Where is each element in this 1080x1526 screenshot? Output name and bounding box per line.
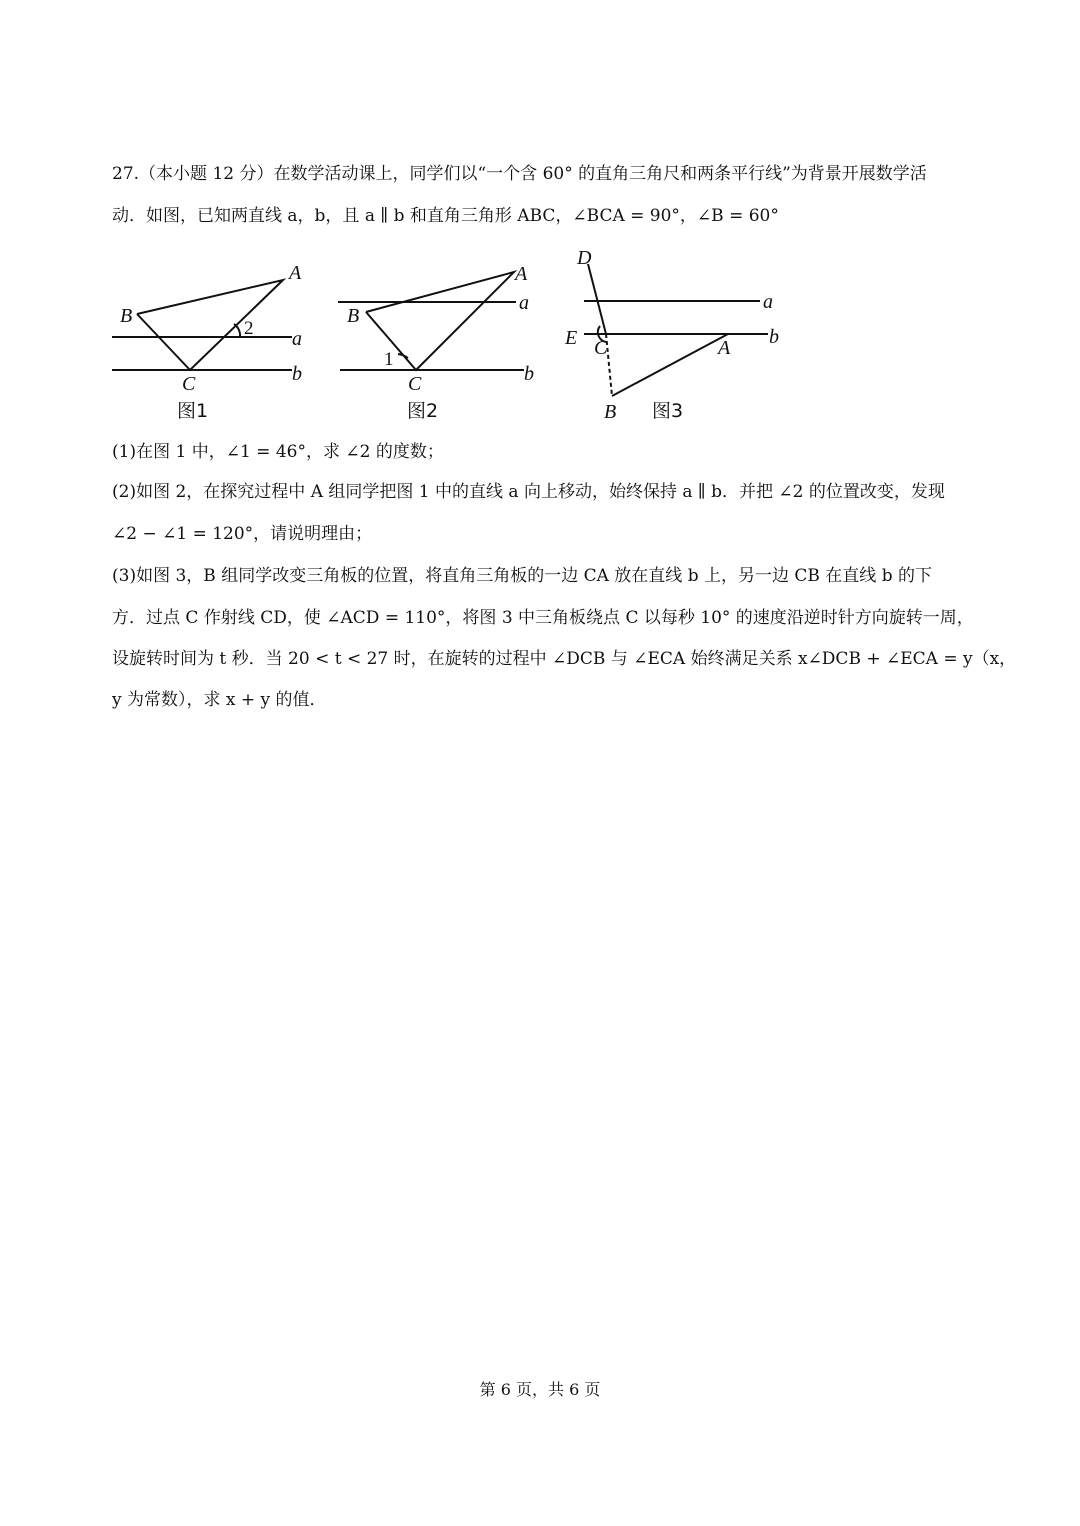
fig3-label-D: D <box>577 247 592 269</box>
fig1-label-A: A <box>289 262 302 284</box>
fig1-label-B: B <box>120 305 133 327</box>
fig2-label-C: C <box>408 373 422 395</box>
fig1-caption: 图1 <box>177 400 209 422</box>
part-3-line-4: y 为常数），求 x + y 的值． <box>112 690 327 710</box>
fig2-label-B: B <box>347 305 360 327</box>
figure-3 <box>584 264 768 396</box>
part-1: (1)在图 1 中，∠1 = 46°，求 ∠2 的度数； <box>112 442 444 462</box>
question-line-2: 动．如图，已知两直线 a，b，且 a ∥ b 和直角三角形 ABC，∠BCA = 90°，∠B = 60° <box>112 206 779 226</box>
part-3-line-3: 设旋转时间为 t 秒．当 20 < t < 27 时，在旋转的过程中 ∠DCB 与 ∠ECA 始终满足关系 x∠DCB + ∠ECA = y（x， <box>112 649 1017 669</box>
part-2-line-1: (2)如图 2，在探究过程中 A 组同学把图 1 中的直线 a 向上移动，始终保持 a ∥ b．并把 ∠2 的位置改变，发现 <box>112 482 945 502</box>
fig1-label-a: a <box>292 328 302 350</box>
fig3-ray-CD <box>588 264 606 334</box>
fig2-label-A: A <box>515 263 528 285</box>
part-3-line-2: 方．过点 C 作射线 CD，使 ∠ACD = 110°，将图 3 中三角板绕点 C 以每秒 10° 的速度沿逆时针方向旋转一周， <box>112 608 974 628</box>
fig3-side-BA <box>612 334 728 396</box>
page-footer: 第 6 页，共 6 页 <box>479 1380 601 1399</box>
part-3-line-1: (3)如图 3，B 组同学改变三角板的位置，将直角三角板的一边 CA 放在直线 b 上，另一边 CB 在直线 b 的下 <box>112 566 932 586</box>
fig2-label-a: a <box>519 292 529 314</box>
fig3-caption: 图3 <box>652 400 684 422</box>
fig2-angle-1: 1 <box>384 349 394 370</box>
question-line-1: 27.（本小题 12 分）在数学活动课上，同学们以“一个含 60° 的直角三角尺和两条平行线”为背景开展数学活 <box>112 164 927 184</box>
fig2-label-b: b <box>524 363 534 385</box>
fig3-label-B: B <box>604 401 617 423</box>
fig3-label-A: A <box>718 337 731 359</box>
fig3-label-E: E <box>565 327 578 349</box>
fig2-caption: 图2 <box>407 400 439 422</box>
fig1-angle2-arc <box>234 324 240 337</box>
fig1-angle-2: 2 <box>244 318 254 339</box>
fig3-label-C: C <box>594 337 608 359</box>
fig3-label-a: a <box>763 291 773 313</box>
figures <box>100 244 800 429</box>
fig1-label-C: C <box>182 373 196 395</box>
part-2-line-2: ∠2 − ∠1 = 120°，请说明理由； <box>112 524 373 544</box>
fig3-label-b: b <box>769 326 779 348</box>
figure-1 <box>112 280 292 370</box>
fig2-angle1-arc <box>398 354 408 358</box>
fig1-label-b: b <box>292 363 302 385</box>
figure-2 <box>338 272 524 370</box>
fig1-triangle <box>137 280 283 370</box>
